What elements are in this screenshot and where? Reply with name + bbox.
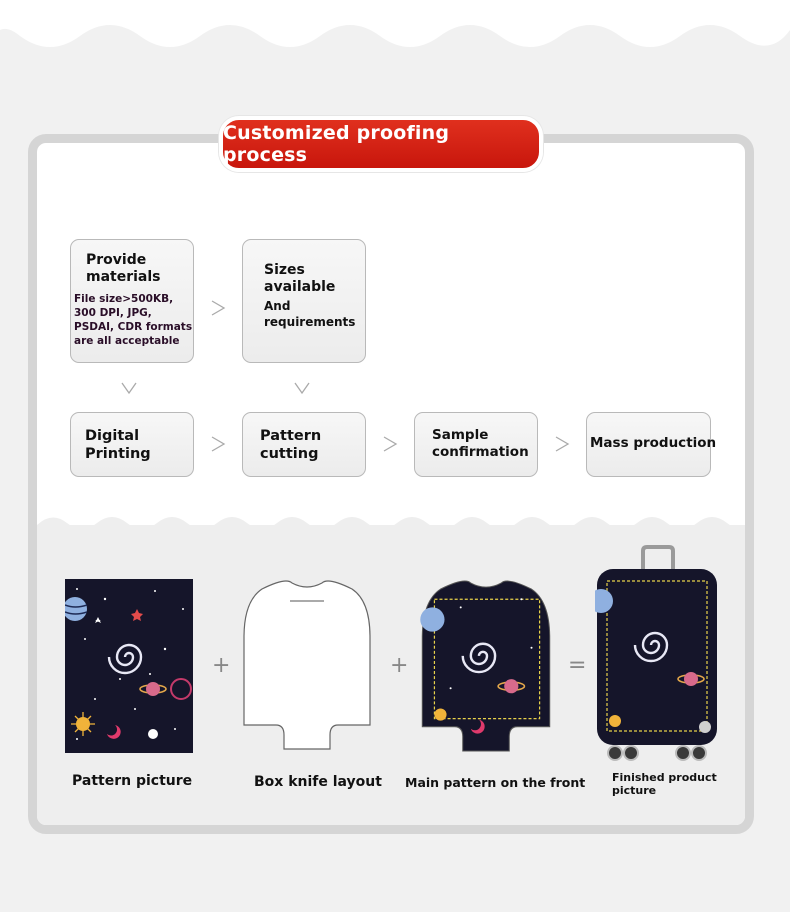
- arrow-right-icon: [382, 435, 398, 453]
- caption-box-knife-layout: Box knife layout: [254, 774, 382, 790]
- step-title: Sizes available: [264, 262, 336, 295]
- suitcase-product-image: [595, 545, 719, 767]
- arrow-right-icon: [210, 435, 226, 453]
- step-note: File size>500KB, 300 DPI, JPG, PSDAI, CDR formats are all acceptable: [74, 293, 193, 347]
- step-title: Sample confirmation: [432, 427, 529, 460]
- plus-sign: +: [212, 653, 231, 678]
- step-sizes-available: [242, 239, 366, 363]
- step-mass-production: [586, 412, 717, 477]
- process-card: [28, 134, 754, 834]
- page-title: Customized proofing process: [223, 122, 450, 166]
- step-provide-materials: [70, 239, 194, 363]
- plus-sign: +: [390, 653, 409, 678]
- wavy-top-border: [0, 0, 790, 70]
- caption-main-pattern-front: Main pattern on the front: [405, 775, 586, 790]
- front-pattern-image: [420, 577, 552, 755]
- step-subtitle: And requirements: [264, 299, 356, 329]
- step-title: Pattern cutting: [260, 428, 322, 462]
- step-title: Digital Printing: [85, 428, 151, 462]
- step-title: Mass production: [590, 435, 717, 451]
- title-banner: [219, 116, 543, 172]
- step-pattern-cutting: [242, 412, 366, 477]
- caption-pattern-picture: Pattern picture: [72, 773, 193, 789]
- step-title: Provide materials: [86, 252, 161, 285]
- step-digital-printing: [70, 412, 194, 477]
- arrow-right-icon: [554, 435, 570, 453]
- galaxy-pattern-image: [65, 579, 193, 753]
- arrow-down-icon: [293, 381, 311, 395]
- caption-finished-product: Finished product picture: [612, 771, 717, 797]
- knife-layout-outline: [242, 577, 372, 753]
- wavy-divider: [37, 511, 745, 541]
- equals-sign: =: [568, 653, 587, 678]
- arrow-right-icon: [210, 299, 226, 317]
- step-sample-confirmation: [414, 412, 538, 477]
- arrow-down-icon: [120, 381, 138, 395]
